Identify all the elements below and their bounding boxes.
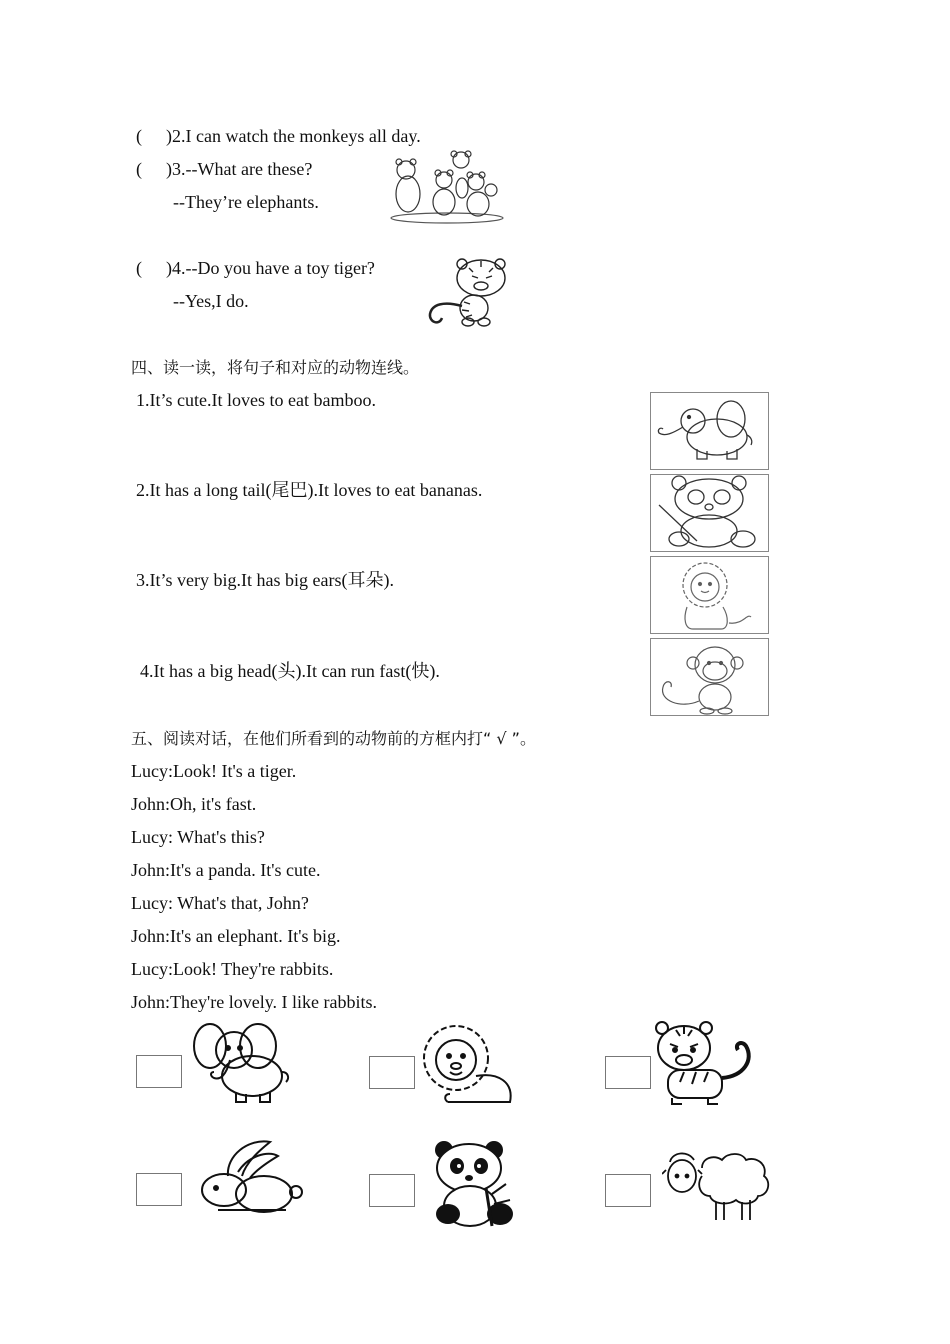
option-panda — [430, 1138, 520, 1228]
section4-sentence-3: 3.It’s very big.It has big ears(耳朵). — [136, 570, 394, 590]
match-picture-elephant[interactable] — [650, 392, 769, 470]
bears-picture — [388, 150, 506, 224]
dialogue-line-2: John:Oh, it's fast. — [131, 794, 257, 814]
q3-paren: ( — [136, 159, 142, 179]
q2-text: )2.I can watch the monkeys all day. — [166, 126, 421, 146]
checkbox-sheep[interactable] — [605, 1174, 651, 1207]
section5-heading: 五、阅读对话，在他们所看到的动物前的方框内打“ √ ”。 — [131, 729, 536, 748]
toy-tiger-picture — [424, 256, 514, 328]
q4-answer: --Yes,I do. — [173, 291, 249, 311]
checkbox-lion[interactable] — [369, 1056, 415, 1089]
dialogue-line-5: Lucy: What's that, John? — [131, 893, 309, 913]
monkey-icon — [651, 639, 768, 715]
match-picture-monkey[interactable] — [650, 638, 769, 716]
elephant-icon — [651, 393, 768, 469]
dialogue-line-6: John:It's an elephant. It's big. — [131, 926, 341, 946]
dialogue-line-1: Lucy:Look! It's a tiger. — [131, 761, 297, 781]
checkbox-panda[interactable] — [369, 1174, 415, 1207]
q4-paren: ( — [136, 258, 142, 278]
section4-sentence-2: 2.It has a long tail(尾巴).It loves to eat bananas. — [136, 480, 483, 500]
match-picture-panda[interactable] — [650, 474, 769, 552]
option-lion — [418, 1022, 518, 1106]
match-picture-lion[interactable] — [650, 556, 769, 634]
dialogue-line-3: Lucy: What's this? — [131, 827, 265, 847]
dialogue-line-8: John:They're lovely. I like rabbits. — [131, 992, 378, 1012]
sheep-icon — [662, 1146, 772, 1226]
q3-text: )3.--What are these? — [166, 159, 313, 179]
checkbox-tiger[interactable] — [605, 1056, 651, 1089]
section4-sentence-4: 4.It has a big head(头).It can run fast(快). — [140, 661, 440, 681]
panda-icon — [430, 1138, 520, 1228]
panda-icon — [651, 475, 768, 551]
option-tiger — [654, 1020, 768, 1106]
option-elephant — [190, 1020, 294, 1106]
tiger-icon — [654, 1020, 768, 1106]
q2-paren: ( — [136, 126, 142, 146]
dialogue-line-4: John:It's a panda. It's cute. — [131, 860, 321, 880]
q3-answer: --They’re elephants. — [173, 192, 319, 212]
elephant-icon — [190, 1020, 294, 1106]
q4-text: )4.--Do you have a toy tiger? — [166, 258, 375, 278]
lion-icon — [418, 1022, 518, 1106]
lion-icon — [651, 557, 768, 633]
checkbox-elephant[interactable] — [136, 1055, 182, 1088]
rabbit-icon — [198, 1136, 308, 1216]
option-sheep — [662, 1146, 772, 1226]
checkbox-rabbit[interactable] — [136, 1173, 182, 1206]
option-rabbit — [198, 1136, 308, 1216]
dialogue-line-7: Lucy:Look! They're rabbits. — [131, 959, 334, 979]
section4-heading: 四、读一读，将句子和对应的动物连线。 — [131, 358, 420, 377]
section4-sentence-1: 1.It’s cute.It loves to eat bamboo. — [136, 390, 376, 410]
